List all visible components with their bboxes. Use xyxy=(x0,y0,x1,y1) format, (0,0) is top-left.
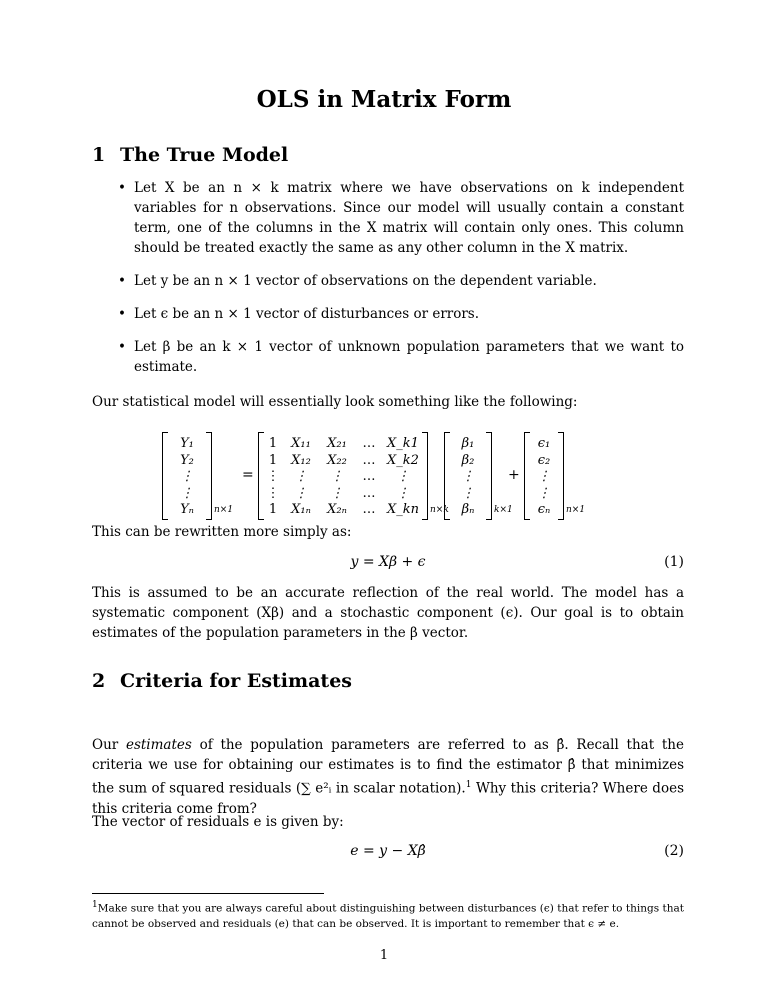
matrix-entry: ϵₙ xyxy=(537,502,551,517)
matrix-entry: ⋮ xyxy=(266,485,280,501)
section-title: Criteria for Estimates xyxy=(120,670,352,692)
matrix-entry: X₂₂ xyxy=(327,452,347,468)
definition-list xyxy=(120,178,684,390)
epsilon-column xyxy=(530,436,558,519)
matrix-entry: … xyxy=(362,452,376,468)
left-bracket xyxy=(162,432,168,520)
text-run: Our xyxy=(92,737,126,753)
criteria-paragraph xyxy=(92,735,684,819)
left-bracket xyxy=(444,432,450,520)
epsilon-vector xyxy=(524,432,586,518)
matrix-entry: ⋮ xyxy=(180,469,194,484)
matrix-entry: ⋮ xyxy=(396,485,410,501)
matrix-entry: 1 xyxy=(268,452,278,468)
equation-body: e = y − Xβ̂ xyxy=(350,843,426,859)
footnote-marker: 1 xyxy=(465,780,472,790)
matrix-entry: X₁₂ xyxy=(291,452,311,468)
list-item: • Let y be an n × 1 vector of observations on the dependent variable. xyxy=(120,271,684,291)
matrix-entry: X₂₁ xyxy=(327,436,347,451)
page-number: 1 xyxy=(379,948,389,963)
dimension-label: n×k xyxy=(430,505,449,515)
matrix-entry: 1 xyxy=(268,502,278,517)
matrix-entry: X_kn xyxy=(386,502,419,517)
beta-vector xyxy=(444,432,513,518)
matrix-entry: βₙ xyxy=(461,502,475,517)
plus-sign: + xyxy=(508,467,520,483)
matrix-entry: X₂ₙ xyxy=(327,502,347,517)
matrix-entry: … xyxy=(362,502,376,517)
x-column xyxy=(284,436,318,519)
equals-sign: = xyxy=(242,467,254,483)
right-bracket xyxy=(486,432,492,520)
right-bracket xyxy=(206,432,212,520)
text-run: of the population parameters are referred to as β̂. Recall that the criteria we use for obtaining our estimates is to find the estimator β̂ that minimizes the sum of squared residuals (∑ e²ᵢ in scalar notation). xyxy=(92,737,684,797)
equation-number: (2) xyxy=(664,843,684,859)
matrix-entry: ⋮ xyxy=(461,469,475,484)
dimension-label: n×1 xyxy=(214,505,234,515)
footnote-number: 1 xyxy=(92,900,98,910)
section-number: 1 xyxy=(92,144,106,166)
matrix-entry: … xyxy=(362,485,376,501)
page-title: OLS in Matrix Form xyxy=(256,86,512,113)
matrix-entry: ⋮ xyxy=(330,469,344,484)
footnote-text: Make sure that you are always careful about distinguishing between disturbances (ϵ) that refer to things that cannot be observed and residuals (e) that can be observed. It is important to remember that ϵ ≠ e. xyxy=(92,902,684,930)
matrix-entry: ⋮ xyxy=(294,485,308,501)
matrix-entry: ⋮ xyxy=(180,485,194,501)
footnote xyxy=(92,898,684,932)
matrix-entry: Y₂ xyxy=(180,452,194,468)
beta-column xyxy=(452,436,484,519)
residual-intro: The vector of residuals e is given by: xyxy=(92,814,344,830)
list-item: • Let X be an n × k matrix where we have observations on k independent variables for n observations. Since our model will usually contain a constant term, one of the columns in the X matrix will contain only ones. This column should be treated exactly the same as any other column in the X matrix. xyxy=(120,178,684,258)
x-column xyxy=(320,436,354,519)
matrix-entry: β₁ xyxy=(461,436,475,451)
dimension-label: k×1 xyxy=(494,505,513,515)
matrix-entry: X₁₁ xyxy=(291,436,311,451)
y-vector xyxy=(162,432,234,518)
section-heading-2 xyxy=(92,670,352,692)
dimension-label: n×1 xyxy=(566,505,586,515)
list-item: • Let ϵ be an n × 1 vector of disturbances or errors. xyxy=(120,304,684,324)
matrix-entry: Yₙ xyxy=(180,502,194,517)
equation-body: y = Xβ + ϵ xyxy=(350,554,426,570)
model-intro: Our statistical model will essentially look something like the following: xyxy=(92,394,578,410)
matrix-entry: … xyxy=(362,436,376,451)
matrix-entry: ⋮ xyxy=(294,469,308,484)
matrix-entry: 1 xyxy=(268,436,278,451)
x-column xyxy=(356,436,382,519)
emphasis: estimates xyxy=(125,737,192,753)
matrix-entry: β₂ xyxy=(461,452,475,468)
matrix-entry: X_k2 xyxy=(387,452,419,468)
matrix-entry: ⋮ xyxy=(266,469,280,484)
matrix-entry: X_k1 xyxy=(387,436,419,451)
section-number: 2 xyxy=(92,670,106,692)
x-column xyxy=(384,436,422,519)
matrix-entry: ⋮ xyxy=(537,469,551,484)
matrix-entry: Y₁ xyxy=(180,436,194,451)
text-run: Why this criteria? Where does this criteria come from? xyxy=(92,780,684,817)
list-item: • Let β be an k × 1 vector of unknown population parameters that we want to estimate. xyxy=(120,337,684,377)
model-description: This is assumed to be an accurate reflection of the real world. The model has a systematic component (Xβ) and a stochastic component (ϵ). Our goal is to obtain estimates of the population parameters in the β vector. xyxy=(92,585,684,641)
matrix-equation xyxy=(162,432,586,532)
section-title: The True Model xyxy=(120,144,289,166)
matrix-entry: ⋮ xyxy=(537,485,551,501)
matrix-entry: ϵ₂ xyxy=(537,452,551,468)
section-heading-1 xyxy=(92,144,288,166)
matrix-entry: ϵ₁ xyxy=(537,436,551,451)
right-bracket xyxy=(558,432,564,520)
matrix-entry: ⋮ xyxy=(330,485,344,501)
rewrite-text: This can be rewritten more simply as: xyxy=(92,524,352,540)
matrix-entry: X₁ₙ xyxy=(291,502,311,517)
footnote-rule xyxy=(92,893,324,894)
y-column xyxy=(170,436,204,519)
right-bracket xyxy=(422,432,428,520)
matrix-entry: ⋮ xyxy=(461,485,475,501)
matrix-entry: … xyxy=(362,469,376,484)
equation-number: (1) xyxy=(664,554,684,570)
x-column xyxy=(264,436,282,519)
matrix-entry: ⋮ xyxy=(396,469,410,484)
x-matrix xyxy=(258,432,449,518)
